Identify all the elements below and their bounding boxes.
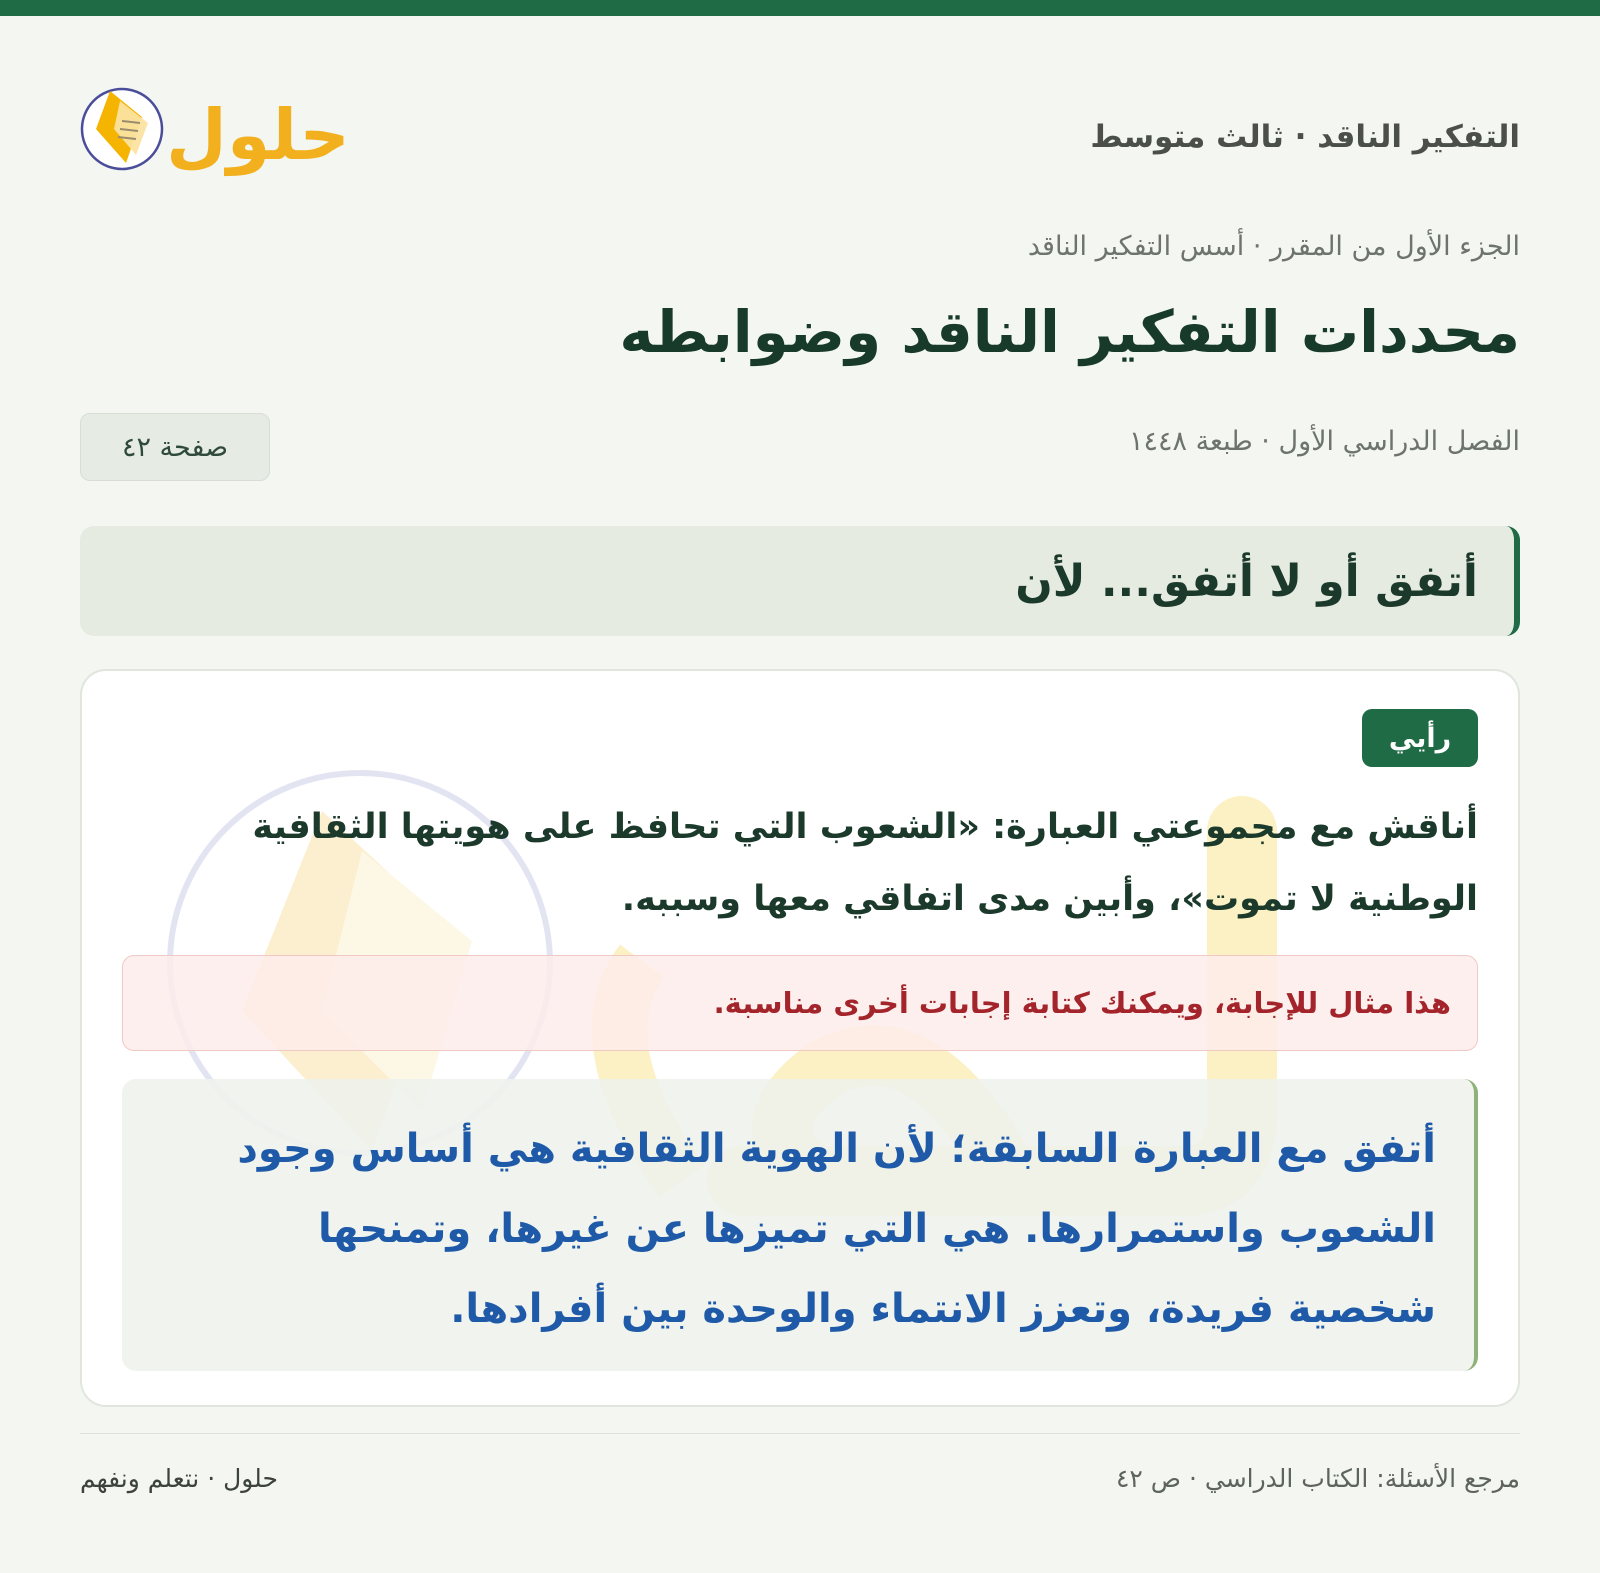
note-text: هذا مثال للإجابة، ويمكنك كتابة إجابات أخرى مناسبة. (713, 986, 1451, 1020)
site-logo[interactable] (80, 71, 360, 191)
subject-title: التفكير الناقد · ثالث متوسط (1090, 119, 1520, 155)
logo-wordmark: حلول (166, 94, 350, 176)
edition-meta: الفصل الدراسي الأول · طبعة ١٤٤٨ (1128, 426, 1520, 457)
answer-text: أتفق مع العبارة السابقة؛ لأن الهوية الثقافية هي أساس وجود الشعوب واستمرارها. هي التي تميزها عن غيرها، وتمنحها شخصية فريدة، وتعزز الانتماء والوحدة بين أفرادها. (237, 1126, 1436, 1332)
sample-answer-note (122, 955, 1478, 1051)
my-opinion-tag: رأيي (1362, 709, 1478, 767)
section-heading-text: أتفق أو لا أتفق... لأن (1015, 555, 1478, 607)
footer-divider (80, 1433, 1520, 1434)
answer-box (122, 1079, 1478, 1371)
question-text: أناقش مع مجموعتي العبارة: «الشعوب التي تحافظ على هويتها الثقافية الوطنية لا تموت»، وأبين مدى اتفاقي معها وسببه. (252, 807, 1478, 919)
header (80, 71, 1520, 176)
top-accent-bar (0, 0, 1600, 16)
footer-brand: حلول · نتعلم ونفهم (80, 1464, 278, 1493)
page (80, 16, 1520, 1573)
page-title: محددات التفكير الناقد وضوابطه (619, 298, 1520, 366)
question-card (80, 669, 1520, 1407)
section-heading (80, 526, 1520, 636)
page-number-badge: صفحة ٤٢ (80, 413, 270, 481)
breadcrumb: الجزء الأول من المقرر · أسس التفكير الناقد (1027, 231, 1520, 262)
footer-reference: مرجع الأسئلة: الكتاب الدراسي · ص ٤٢ (1115, 1464, 1520, 1493)
